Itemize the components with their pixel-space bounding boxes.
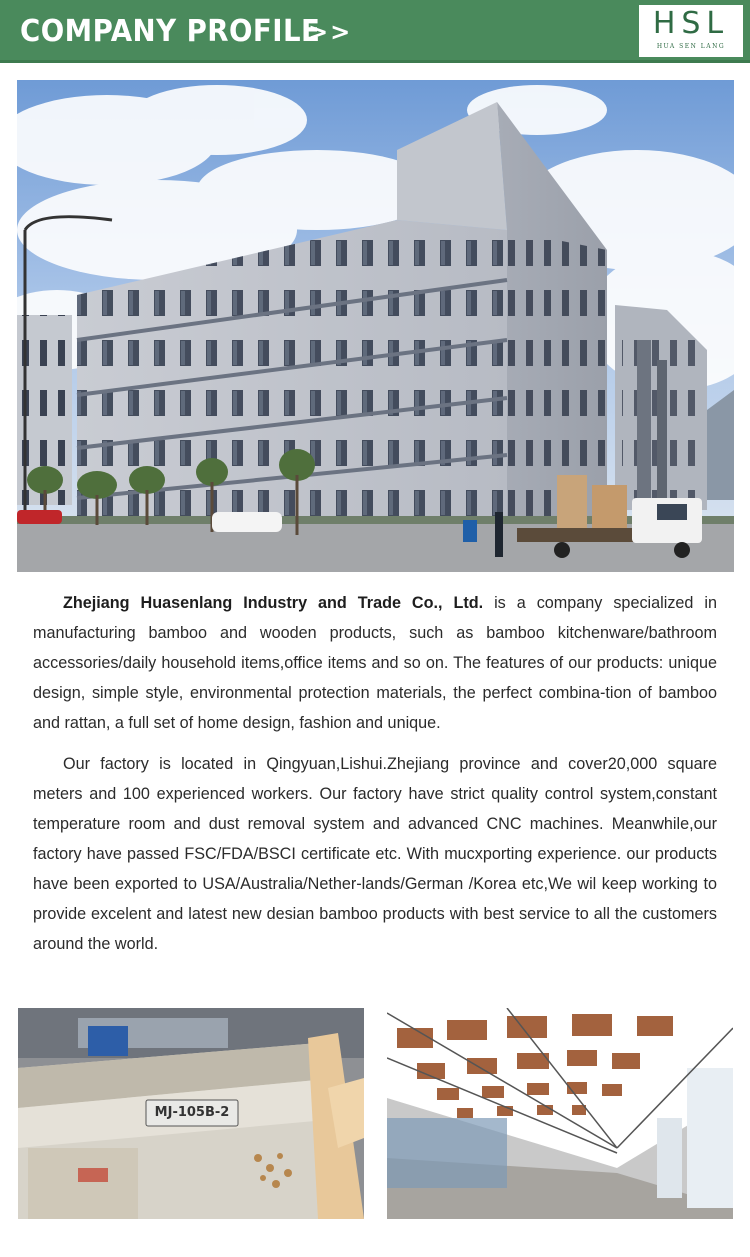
logo-subtitle: HUA SEN LANG xyxy=(656,43,726,50)
intro-paragraph-1-text: is a company specialized in manufacturing bamboo and wooden products, such as bamboo kitchenware/bathroom accessories/daily household items,office items and so on. The features of our products: unique design, simple style, environmental protection materials, the perfect combina-tion of bamboo and rattan, a full set of home design, fashion and unique. xyxy=(33,594,717,732)
intro-paragraph-2: Our factory is located in Qingyuan,Lishui.Zhejiang province and cover20,000 square meters and 100 experienced workers. Our factory have strict quality control system,constant temperature room and dust removal system and advanced CNC machines. Meanwhile,our factory have passed FSC/FDA/BSCI certificate etc. With mucxporting experience. our products have been exported to USA/Australia/Nether-lands/German /Korea etc,We wil keep working to provide excelent and latest new desian bamboo products with best service to all the customers around the world. xyxy=(33,755,717,953)
hsl-logo xyxy=(639,5,743,57)
company-description xyxy=(33,588,717,959)
company-name: Zhejiang Huasenlang Industry and Trade Co., Ltd. xyxy=(63,594,484,612)
drying-workshop-photo xyxy=(387,1008,733,1219)
chevron-right-icon: >> xyxy=(308,18,353,46)
logo-mark: HSL xyxy=(652,6,730,41)
cnc-machine-photo xyxy=(18,1008,364,1219)
section-title: COMPANY PROFILE xyxy=(20,14,321,49)
intro-paragraph-1 xyxy=(33,588,717,738)
header-divider xyxy=(0,60,750,63)
factory-building-photo xyxy=(17,80,734,572)
machine-label: MJ-105B-2 xyxy=(154,1105,230,1120)
